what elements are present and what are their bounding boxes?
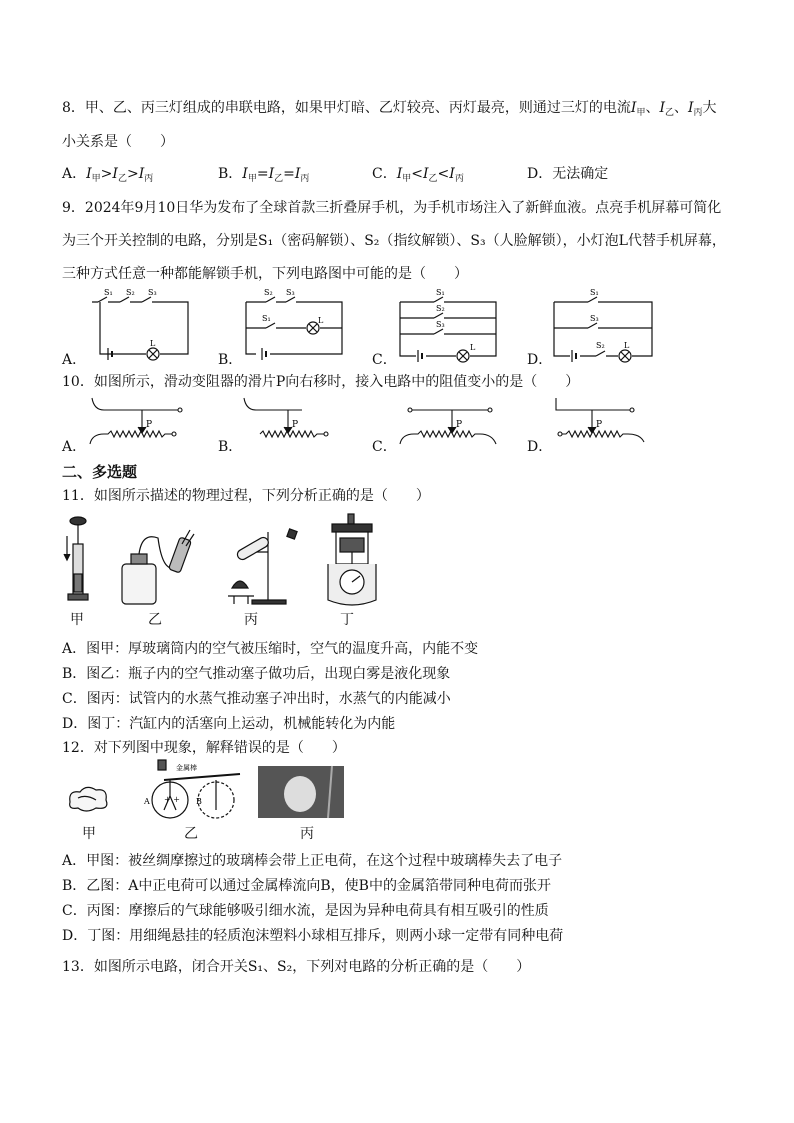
q12-stem: 12．对下列图中现象，解释错误的是（ ） — [62, 740, 346, 756]
q11-caption-jia: 甲 — [70, 612, 84, 628]
q10-label-d[interactable]: D． — [527, 439, 553, 455]
q12-caption-jia: 甲 — [82, 826, 96, 842]
q9-stem-line1: 9．2024年9月10日华为发布了全球首款三折叠屏手机，为手机市场注入了新鲜血液。点亮手机屏幕可简化 — [62, 200, 722, 216]
slider-label: P — [456, 420, 463, 430]
switch-label: S₃ — [148, 288, 157, 297]
q9-label-a[interactable]: A． — [62, 352, 87, 368]
q10-rheostat-c — [398, 396, 498, 446]
subscript: 丙 — [454, 174, 464, 184]
operator: = — [283, 166, 295, 182]
q12-figure-bing-balloon — [258, 766, 344, 818]
subscript: 丙 — [300, 174, 310, 184]
current-symbol: I — [688, 100, 694, 116]
q9-stem-line2: 为三个开关控制的电路，分别是S₁（密码解锁）、S₂（指纹解锁）、S₃（人脸解锁），小灯泡L代替手机屏幕， — [62, 233, 726, 249]
option-label: C． — [372, 166, 397, 182]
current-symbol: I — [423, 166, 429, 182]
operator: > — [126, 166, 139, 182]
operator: = — [256, 166, 269, 182]
current-symbol: I — [86, 166, 92, 182]
switch-label: S₂ — [126, 288, 135, 297]
slider-label: P — [596, 420, 603, 430]
switch-label: S₁ — [436, 288, 445, 297]
current-symbol: I — [659, 100, 665, 116]
q9-label-b[interactable]: B． — [218, 352, 243, 368]
q12-figure-yi-electroscopes — [140, 758, 250, 824]
q8-stem-line1 — [62, 99, 717, 122]
slider-label: P — [146, 420, 153, 430]
q11-stem: 11．如图所示描述的物理过程，下列分析正确的是（ ） — [62, 488, 430, 504]
q12-option-c[interactable]: C．丙图：摩擦后的气球能够吸引细水流，是因为异种电荷具有相互吸引的性质 — [62, 903, 549, 919]
separator: 、 — [645, 100, 660, 116]
q9-circuit-a — [90, 288, 190, 358]
q10-rheostat-b — [240, 396, 336, 446]
q9-circuit-c — [398, 290, 498, 360]
lamp-label: L — [624, 341, 630, 350]
metal-rod-label: 金属棒 — [176, 764, 197, 772]
q9-label-d[interactable]: D． — [527, 352, 553, 368]
switch-label: S₁ — [262, 314, 271, 323]
q11-figure-ding-engine — [322, 512, 382, 608]
q11-figure-bing-test-tube — [222, 522, 304, 608]
q10-stem: 10．如图所示，滑动变阻器的滑片P向右移时，接入电路中的阻值变小的是（ ） — [62, 374, 580, 390]
q11-figure-yi-bottle — [118, 528, 198, 608]
section-title: 二、多选题 — [62, 463, 138, 481]
q11-option-b[interactable]: B．图乙：瓶子内的空气推动塞子做功后，出现白雾是液化现象 — [62, 666, 451, 682]
operator: > — [100, 166, 113, 182]
current-symbol: I — [396, 166, 403, 182]
subscript: 乙 — [117, 174, 127, 184]
switch-label: S₃ — [436, 320, 445, 329]
svg-text:+ +: + + — [164, 795, 180, 804]
switch-label: S₁ — [590, 288, 599, 297]
operator: < — [437, 166, 450, 182]
subscript: 甲 — [247, 174, 257, 184]
q10-rheostat-d — [552, 396, 648, 446]
q8-stem-line2: 小关系是（ ） — [62, 134, 174, 150]
q12-option-b[interactable]: B．乙图：A中正电荷可以通过金属棒流向B，使B中的金属箔带同种电荷而张开 — [62, 878, 551, 894]
subscript: 甲 — [402, 174, 412, 184]
subscript: 乙 — [274, 174, 284, 184]
q12-figure-jia-rod — [66, 782, 112, 816]
separator: 、 — [674, 100, 688, 116]
q8-text-tail: 大 — [702, 100, 717, 116]
switch-label: S₂ — [436, 304, 445, 313]
switch-label: S₂ — [264, 288, 273, 297]
q10-rheostat-a — [88, 396, 184, 446]
current-symbol: I — [138, 166, 145, 182]
q11-caption-yi: 乙 — [148, 612, 162, 628]
current-symbol: I — [268, 166, 275, 182]
q8-option-d[interactable]: D．无法确定 — [527, 166, 609, 182]
q13-stem: 13．如图所示电路，闭合开关S₁、S₂，下列对电路的分析正确的是（ ） — [62, 959, 531, 975]
electroscope-b-label: B — [196, 797, 202, 806]
current-symbol: I — [630, 100, 637, 116]
q10-label-a[interactable]: A． — [62, 439, 87, 455]
subscript: 甲 — [636, 108, 646, 118]
current-symbol: I — [112, 166, 118, 182]
q11-option-d[interactable]: D．图丁：汽缸内的活塞向上运动，机械能转化为内能 — [62, 716, 396, 732]
q8-option-c[interactable] — [372, 165, 464, 188]
q9-stem-line3: 三种方式任意一种都能解锁手机，下列电路图中可能的是（ ） — [62, 266, 468, 282]
option-label: A． — [62, 166, 87, 182]
q12-option-d[interactable]: D．丁图：用细绳悬挂的轻质泡沫塑料小球相互排斥，则两小球一定带有同种电荷 — [62, 928, 564, 944]
subscript: 乙 — [428, 174, 438, 184]
q11-option-c[interactable]: C．图丙：试管内的水蒸气推动塞子冲出时，水蒸气的内能减小 — [62, 691, 451, 707]
q9-circuit-d — [552, 290, 656, 360]
q8-option-b[interactable] — [218, 165, 309, 188]
q11-caption-bing: 丙 — [244, 612, 258, 628]
subscript: 乙 — [664, 108, 674, 118]
switch-label: S₃ — [286, 288, 295, 297]
electroscope-a-label: A — [144, 797, 150, 806]
current-symbol: I — [449, 166, 455, 182]
q10-label-c[interactable]: C． — [372, 439, 397, 455]
lamp-label: L — [470, 343, 476, 352]
lamp-label: L — [150, 339, 156, 348]
operator: < — [411, 166, 423, 182]
slider-label: P — [292, 420, 299, 430]
q10-label-b[interactable]: B． — [218, 439, 243, 455]
q8-option-a[interactable] — [62, 165, 153, 188]
q8-text: 8．甲、乙、丙三灯组成的串联电路，如果甲灯暗、乙灯较亮、丙灯最亮，则通过三灯的电流 — [62, 100, 631, 116]
q9-circuit-b — [244, 288, 344, 358]
subscript: 丙 — [144, 174, 154, 184]
q12-caption-bing: 丙 — [300, 826, 314, 842]
q12-option-a[interactable]: A．甲图：被丝绸摩擦过的玻璃棒会带上正电荷，在这个过程中玻璃棒失去了电子 — [62, 853, 563, 869]
switch-label: S₂ — [596, 341, 605, 350]
q11-caption-ding: 丁 — [340, 612, 354, 628]
subscript: 丙 — [693, 108, 703, 118]
option-label: B． — [218, 166, 243, 182]
q9-label-c[interactable]: C． — [372, 352, 397, 368]
q12-caption-yi: 乙 — [184, 826, 198, 842]
q11-option-a[interactable]: A．图甲：厚玻璃筒内的空气被压缩时，空气的温度升高，内能不变 — [62, 641, 479, 657]
q11-figure-jia-pump — [62, 514, 92, 608]
subscript: 甲 — [91, 174, 101, 184]
current-symbol: I — [294, 166, 301, 182]
switch-label: S₃ — [590, 314, 599, 323]
switch-label: S₁ — [104, 288, 113, 297]
lamp-label: L — [318, 316, 324, 325]
current-symbol: I — [242, 166, 248, 182]
